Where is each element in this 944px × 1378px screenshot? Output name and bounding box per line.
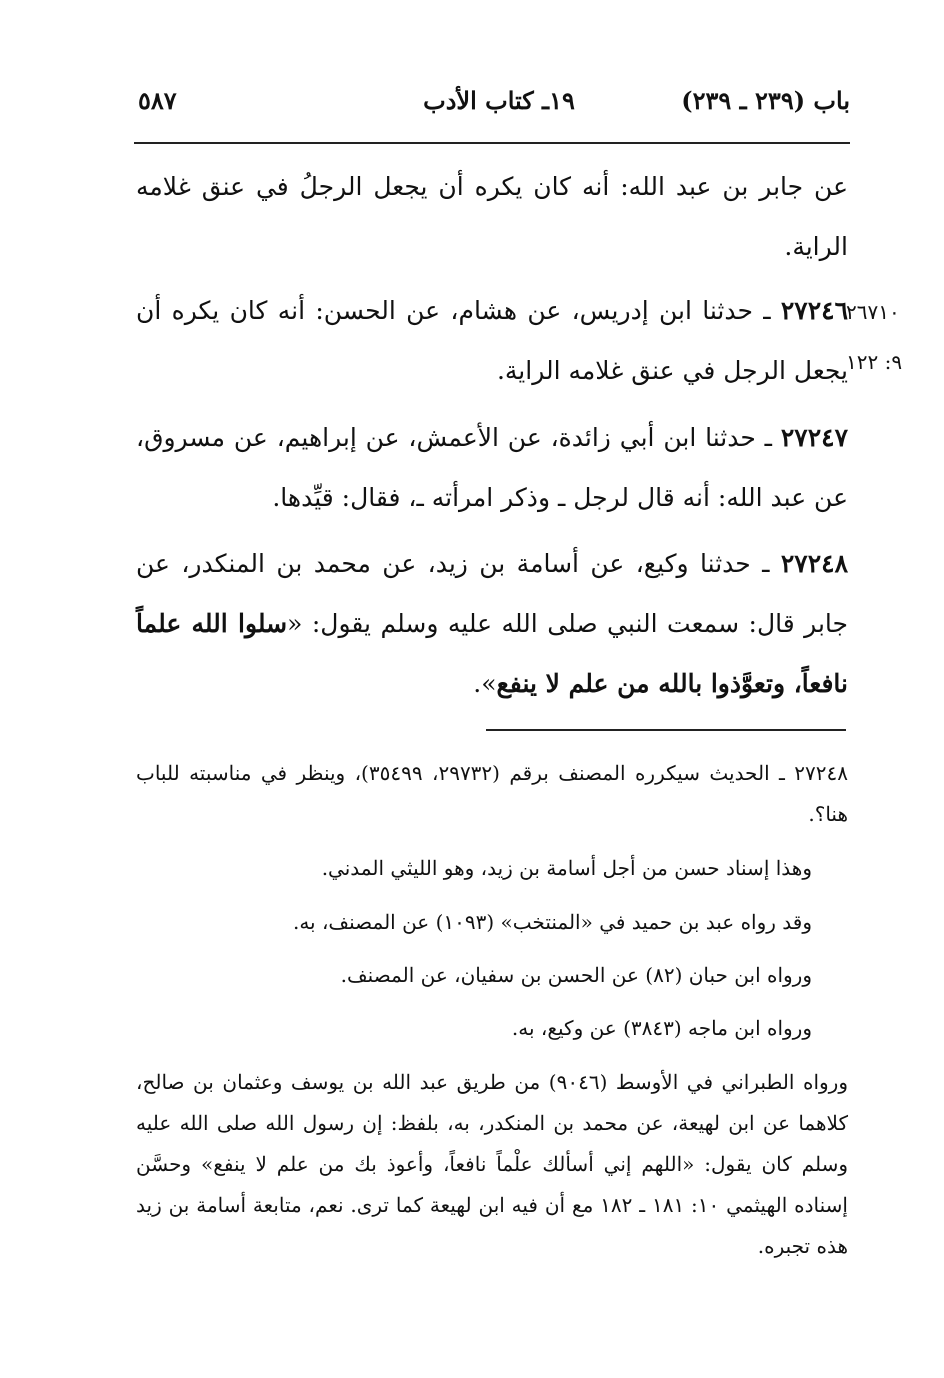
footnote-5: ورواه ابن ماجه (٣٨٤٣) عن وكيع، به. bbox=[511, 1016, 812, 1040]
hadith-number: ٢٧٢٤٦ bbox=[780, 296, 848, 325]
book-title: ١٩ـ كتاب الأدب bbox=[423, 86, 575, 115]
margin-ref-1: ٢٦٧١٠ bbox=[846, 300, 900, 324]
footnote-1: ٢٧٢٤٨ ـ الحديث سيكرره المصنف برقم (٢٩٧٣٢، ٣٥٤٩٩)، وينظر في مناسبته للباب هنا؟. bbox=[136, 761, 849, 826]
hadith-27247 bbox=[136, 408, 848, 528]
footnote-rule bbox=[486, 729, 846, 731]
paragraph-1: عن جابر بن عبد الله: أنه كان يكره أن يجعل الرجلُ في عنق غلامه الراية. bbox=[136, 172, 848, 261]
hadith-quote: سلوا الله علماً نافعاً، وتعوَّذوا بالله من علم لا ينفع bbox=[136, 609, 848, 698]
page-header bbox=[134, 86, 850, 126]
hadith-27246 bbox=[136, 281, 848, 401]
footnote-3: وقد رواه عبد بن حميد في «المنتخب» (١٠٩٣) عن المصنف، به. bbox=[292, 910, 812, 934]
footnote-2: وهذا إسناد حسن من أجل أسامة بن زيد، وهو الليثي المدني. bbox=[321, 856, 812, 880]
hadith-text: ـ حدثنا ابن أبي زائدة، عن الأعمش، عن إبراهيم، عن مسروق، عن عبد الله: أنه قال لرجل ـ وذكر امرأته ـ، فقال: قيِّدها. bbox=[136, 423, 848, 512]
footnote-4: ورواه ابن حبان (٨٢) عن الحسن بن سفيان، عن المصنف. bbox=[340, 963, 812, 987]
hadith-text: ـ حدثنا ابن إدريس، عن هشام، عن الحسن: أنه كان يكره أن يجعل الرجل في عنق غلامه الراية. bbox=[136, 296, 848, 385]
hadith-27248: ٢٧٢٤٨ ـ حدثنا وكيع، عن أسامة بن زيد، عن محمد بن المنكدر، عن جابر قال: سمعت النبي صلى الله عليه وسلم يقول: «سلوا الله علماً نافعاً، وتعوَّذوا بالله من علم لا ينفع». bbox=[136, 549, 848, 698]
page-number: ٥٨٧ bbox=[138, 86, 177, 115]
footnote-6: ورواه الطبراني في الأوسط (٩٠٤٦) من طريق عبد الله بن يوسف وعثمان بن صالح، كلاهما عن ابن لهيعة، عن محمد بن المنكدر، به، بلفظ: إن رسول الله صلى الله عليه وسلم كان يقول: «اللهم إني أسألك علْماً نافعاً، وأعوذ بك من علم لا ينفع» وحسَّن إسناده الهيثمي ١٠: ١٨١ ـ ١٨٢ مع أن فيه ابن لهيعة كما ترى. نعم، متابعة أسامة بن زيد هذه تجبره. bbox=[136, 1070, 848, 1258]
hadith-number: ٢٧٢٤٧ bbox=[780, 423, 848, 452]
hadith-number: ٢٧٢٤٨ bbox=[780, 549, 848, 578]
hadith-text: ـ حدثنا وكيع، عن أسامة بن زيد، عن محمد بن المنكدر، عن جابر قال: سمعت النبي صلى الله عليه وسلم يقول: « bbox=[136, 549, 848, 638]
section-title: باب (٢٣٩ ـ ٢٣٩) bbox=[681, 86, 850, 115]
header-rule bbox=[134, 142, 850, 144]
margin-ref-2: ٩: ١٢٢ bbox=[846, 350, 903, 374]
